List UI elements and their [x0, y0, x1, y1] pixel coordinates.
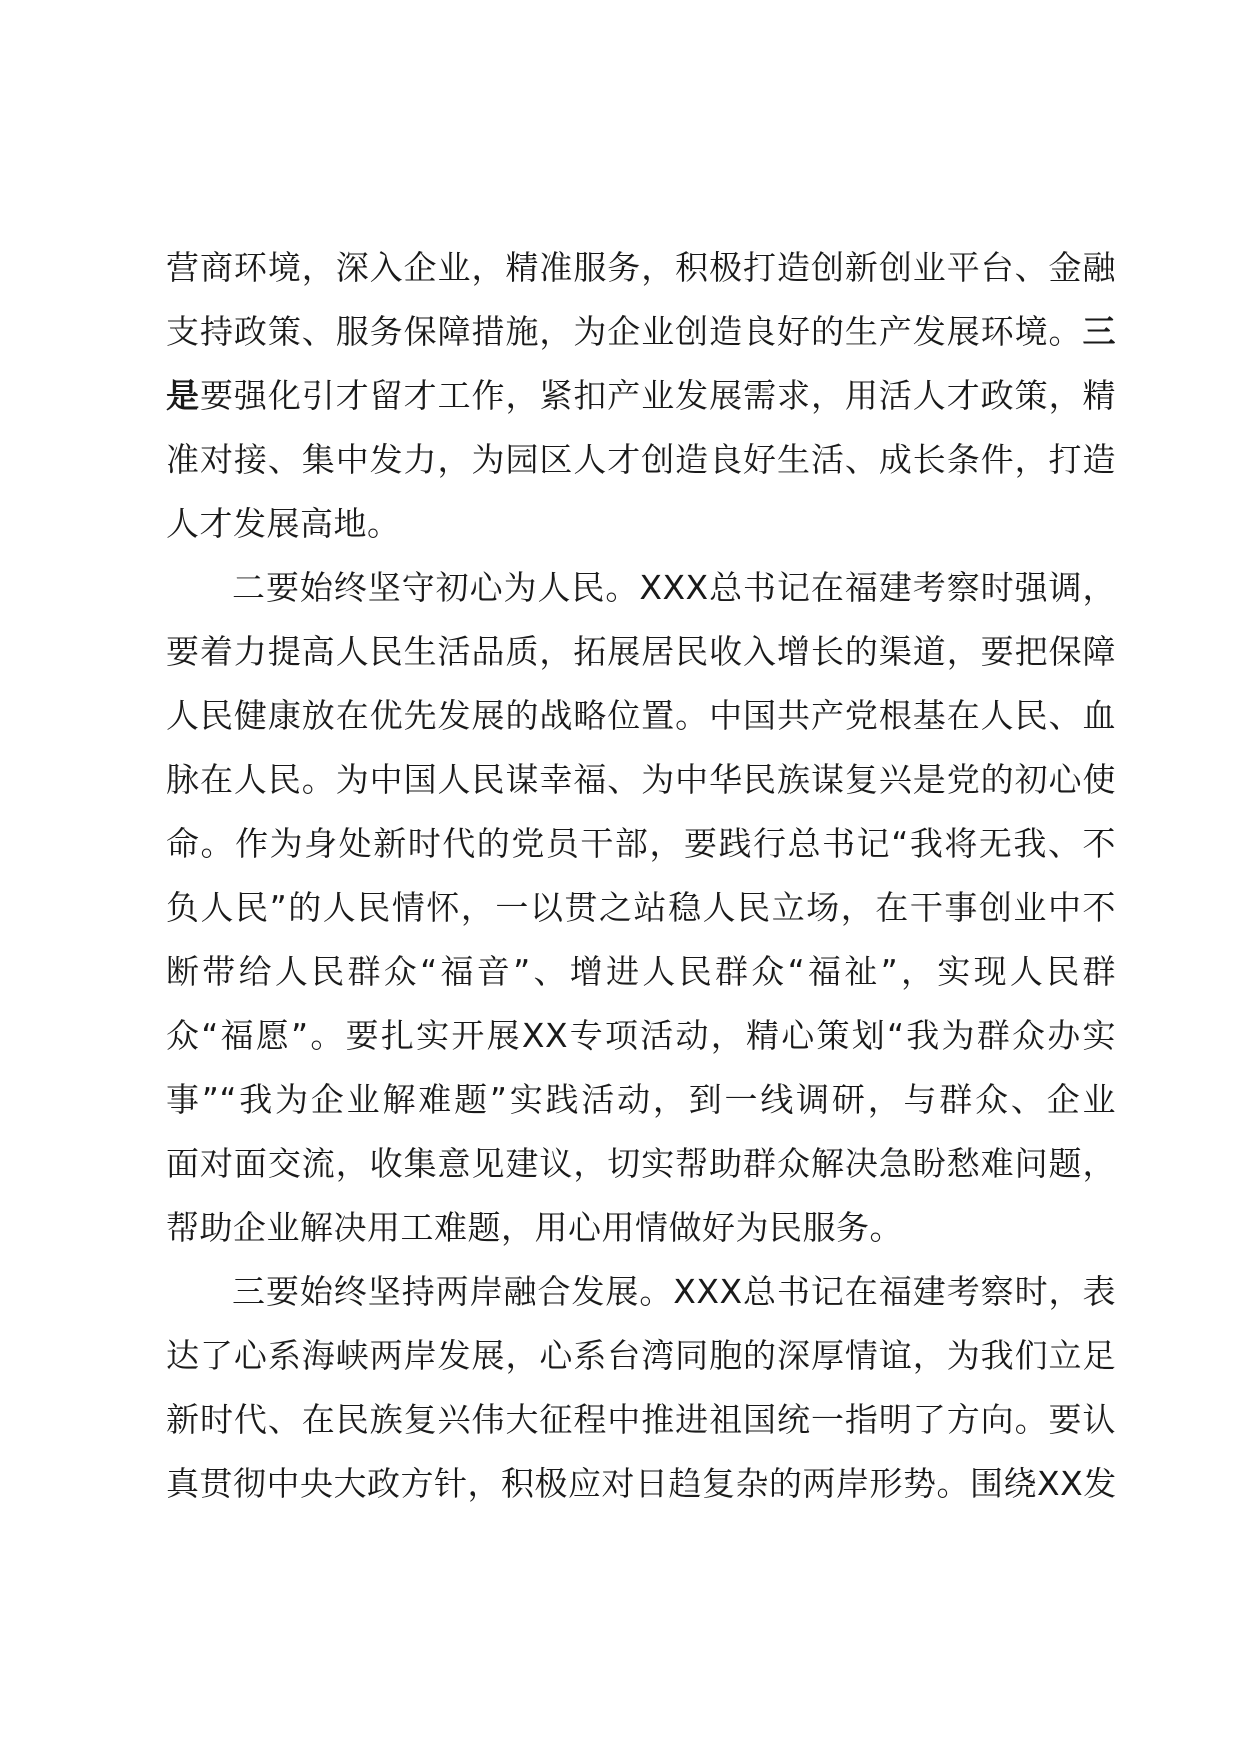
text-line [166, 364, 1116, 428]
text-line: 断带给人民群众“福音”、增进人民群众“福祉”，实现人民群 [166, 952, 1116, 991]
text-line: 营商环境，深入企业，精准服务，积极打造创新创业平台、金融 [166, 248, 1116, 287]
text-line: 帮助企业解决用工难题，用心用情做好为民服务。 [166, 1208, 903, 1247]
bold-marker: 是 [166, 376, 200, 415]
bold-marker: 三 [1082, 312, 1116, 351]
text-line: 达了心系海峡两岸发展，心系台湾同胞的深厚情谊，为我们立足 [166, 1336, 1116, 1375]
text-line: 众“福愿”。要扎实开展XX专项活动，精心策划“我为群众办实 [166, 1016, 1116, 1055]
text-line: 脉在人民。为中国人民谋幸福、为中华民族谋复兴是党的初心使 [166, 760, 1116, 799]
text-line: 事”“我为企业解难题”实践活动，到一线调研，与群众、企业 [166, 1080, 1116, 1119]
text-line [166, 300, 1116, 364]
document-body [166, 236, 1116, 1516]
text-line: 真贯彻中央大政方针，积极应对日趋复杂的两岸形势。围绕XX发 [166, 1464, 1117, 1503]
text-line: 人民健康放在优先发展的战略位置。中国共产党根基在人民、血 [166, 696, 1116, 735]
paragraph-first-line: 二要始终坚守初心为人民。XXX总书记在福建考察时强调， [232, 568, 1116, 607]
text-line: 要着力提高人民生活品质，拓展居民收入增长的渠道，要把保障 [166, 632, 1116, 671]
text-segment: 要强化引才留才工作，紧扣产业发展需求，用活人才政策，精 [199, 376, 1117, 415]
text-segment: 支持政策、服务保障措施，为企业创造良好的生产发展环境。 [166, 312, 1083, 351]
text-line: 人才发展高地。 [166, 504, 401, 543]
text-line: 面对面交流，收集意见建议，切实帮助群众解决急盼愁难问题， [166, 1144, 1116, 1183]
text-line: 新时代、在民族复兴伟大征程中推进祖国统一指明了方向。要认 [166, 1400, 1116, 1439]
text-line: 负人民”的人民情怀，一以贯之站稳人民立场，在干事创业中不 [166, 888, 1116, 927]
text-line: 准对接、集中发力，为园区人才创造良好生活、成长条件，打造 [166, 440, 1116, 479]
paragraph-first-line: 三要始终坚持两岸融合发展。XXX总书记在福建考察时，表 [232, 1272, 1116, 1311]
text-line: 命。作为身处新时代的党员干部，要践行总书记“我将无我、不 [166, 824, 1116, 863]
